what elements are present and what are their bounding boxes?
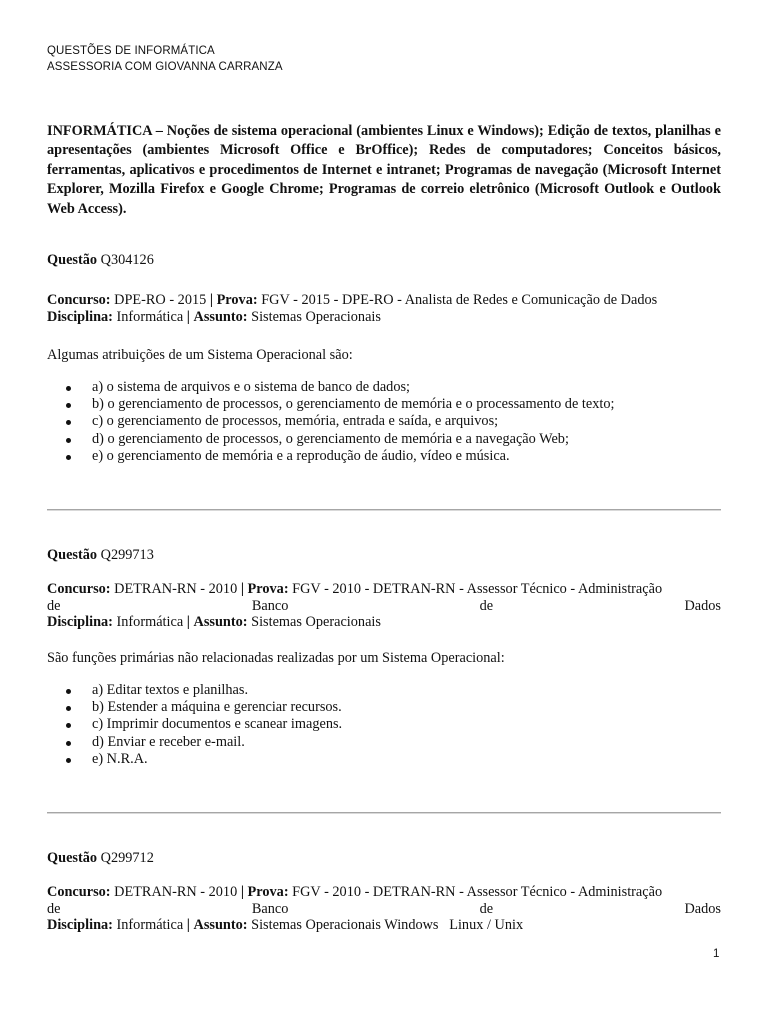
divider <box>47 509 721 511</box>
separator: | <box>240 884 244 900</box>
option-text: b) o gerenciamento de processos, o gerenciamento de memória e o processamento de texto; <box>92 396 615 413</box>
prova-label: Prova: <box>216 292 258 308</box>
question-title <box>47 546 154 564</box>
prova-label: Prova: <box>247 581 289 597</box>
bullet-icon <box>66 723 71 728</box>
question-meta <box>47 292 721 325</box>
meta-line-prova-cont <box>47 901 721 918</box>
question-title <box>47 849 154 867</box>
bullet-icon <box>66 455 71 460</box>
assunto-value: Sistemas Operacionais Windows Linux / Unix <box>251 917 524 933</box>
answer-option[interactable] <box>47 699 721 716</box>
prova-word: de <box>479 597 494 614</box>
concurso-label: Concurso: <box>47 292 111 308</box>
separator: | <box>186 917 190 933</box>
option-text: d) Enviar e receber e-mail. <box>92 733 245 750</box>
answer-option[interactable] <box>47 413 721 430</box>
option-text: a) Editar textos e planilhas. <box>92 682 249 698</box>
prova-word: Banco <box>251 597 289 614</box>
prova-value: FGV - 2010 - DETRAN-RN - Assessor Técnico - Administração <box>292 581 663 597</box>
separator: | <box>209 292 213 308</box>
disciplina-label: Disciplina: <box>47 917 113 933</box>
answer-option[interactable] <box>47 379 721 396</box>
assunto-label: Assunto: <box>193 917 248 933</box>
assunto-value: Sistemas Operacionais <box>251 614 381 630</box>
meta-line-concurso <box>47 292 721 309</box>
page-header <box>47 43 283 75</box>
page-number: 1 <box>713 948 720 960</box>
bullet-icon <box>66 403 71 408</box>
header-title: QUESTÕES DE INFORMÁTICA <box>47 45 215 57</box>
question-stem: Algumas atribuições de um Sistema Operacional são: <box>47 347 353 363</box>
bullet-icon <box>66 438 71 443</box>
answer-option[interactable] <box>47 682 721 699</box>
divider <box>47 812 721 814</box>
question-meta <box>47 884 721 934</box>
bullet-icon <box>66 758 71 763</box>
answer-option[interactable] <box>47 716 721 733</box>
prova-word: de <box>479 900 494 917</box>
bullet-icon <box>66 741 71 746</box>
meta-line-disciplina <box>47 917 721 934</box>
meta-line-disciplina <box>47 614 721 631</box>
bullet-icon <box>66 706 71 711</box>
concurso-label: Concurso: <box>47 581 111 597</box>
answer-option[interactable] <box>47 431 721 448</box>
question-label: Questão <box>47 850 98 866</box>
concurso-label: Concurso: <box>47 884 111 900</box>
assunto-value: Sistemas Operacionais <box>251 308 381 325</box>
prova-word: Banco <box>251 900 289 917</box>
question-id: Q299712 <box>100 850 154 866</box>
assunto-label: Assunto: <box>193 308 248 325</box>
option-text: e) N.R.A. <box>92 750 148 767</box>
question-label: Questão <box>47 547 98 563</box>
prova-word: de <box>47 597 61 614</box>
separator: | <box>186 614 190 630</box>
prova-word: Dados <box>684 900 721 917</box>
meta-line-concurso <box>47 581 721 598</box>
separator: | <box>240 581 244 597</box>
prova-value: FGV - 2015 - DPE-RO - Analista de Redes e Comunicação de Dados <box>261 292 658 308</box>
concurso-value: DETRAN-RN - 2010 <box>114 581 238 597</box>
header-subtitle: ASSESSORIA COM GIOVANNA CARRANZA <box>47 61 283 73</box>
question-id: Q304126 <box>100 252 154 268</box>
syllabus-paragraph: INFORMÁTICA – Noções de sistema operacional (ambientes Linux e Windows); Edição de textos, planilhas e apresentações (ambientes Microsoft Office e BrOffice); Redes de computadores; Conceitos básicos, ferramentas, aplicativos e procedimentos de Internet e intranet; Programas de navegação (Microsoft Internet Explorer, Mozilla Firefox e Google Chrome; Programas de correio eletrônico (Microsoft Outlook e Outlook Web Access). <box>47 123 721 217</box>
question-label: Questão <box>47 252 98 268</box>
option-text: d) o gerenciamento de processos, o gerenciamento de memória e a navegação Web; <box>92 430 569 447</box>
disciplina-value: Informática <box>116 308 184 325</box>
prova-label: Prova: <box>247 884 289 900</box>
option-text: a) o sistema de arquivos e o sistema de banco de dados; <box>92 379 411 395</box>
separator: | <box>186 308 190 325</box>
question-title <box>47 251 154 269</box>
bullet-icon <box>66 386 71 391</box>
bullet-icon <box>66 689 71 694</box>
prova-value: FGV - 2010 - DETRAN-RN - Assessor Técnico - Administração <box>292 884 663 900</box>
answer-options <box>47 379 721 465</box>
disciplina-label: Disciplina: <box>47 614 113 630</box>
answer-option[interactable] <box>47 734 721 751</box>
prova-word: de <box>47 900 61 917</box>
question-stem: São funções primárias não relacionadas realizadas por um Sistema Operacional: <box>47 650 505 666</box>
question-id: Q299713 <box>100 547 154 563</box>
option-text: e) o gerenciamento de memória e a reprodução de áudio, vídeo e música. <box>92 447 510 464</box>
prova-word: Dados <box>684 597 721 614</box>
option-text: b) Estender a máquina e gerenciar recursos. <box>92 699 342 716</box>
answer-option[interactable] <box>47 396 721 413</box>
disciplina-value: Informática <box>116 614 184 630</box>
bullet-icon <box>66 420 71 425</box>
meta-line-disciplina <box>47 309 721 326</box>
option-text: c) Imprimir documentos e scanear imagens. <box>92 716 343 733</box>
disciplina-value: Informática <box>116 917 184 933</box>
answer-options <box>47 682 721 768</box>
answer-option[interactable] <box>47 751 721 768</box>
disciplina-label: Disciplina: <box>47 308 113 325</box>
assunto-label: Assunto: <box>193 614 248 630</box>
meta-line-concurso <box>47 884 721 901</box>
concurso-value: DETRAN-RN - 2010 <box>114 884 238 900</box>
concurso-value: DPE-RO - 2015 <box>114 292 207 308</box>
question-meta <box>47 581 721 631</box>
meta-line-prova-cont <box>47 598 721 615</box>
option-text: c) o gerenciamento de processos, memória, entrada e saída, e arquivos; <box>92 413 499 430</box>
answer-option[interactable] <box>47 448 721 465</box>
